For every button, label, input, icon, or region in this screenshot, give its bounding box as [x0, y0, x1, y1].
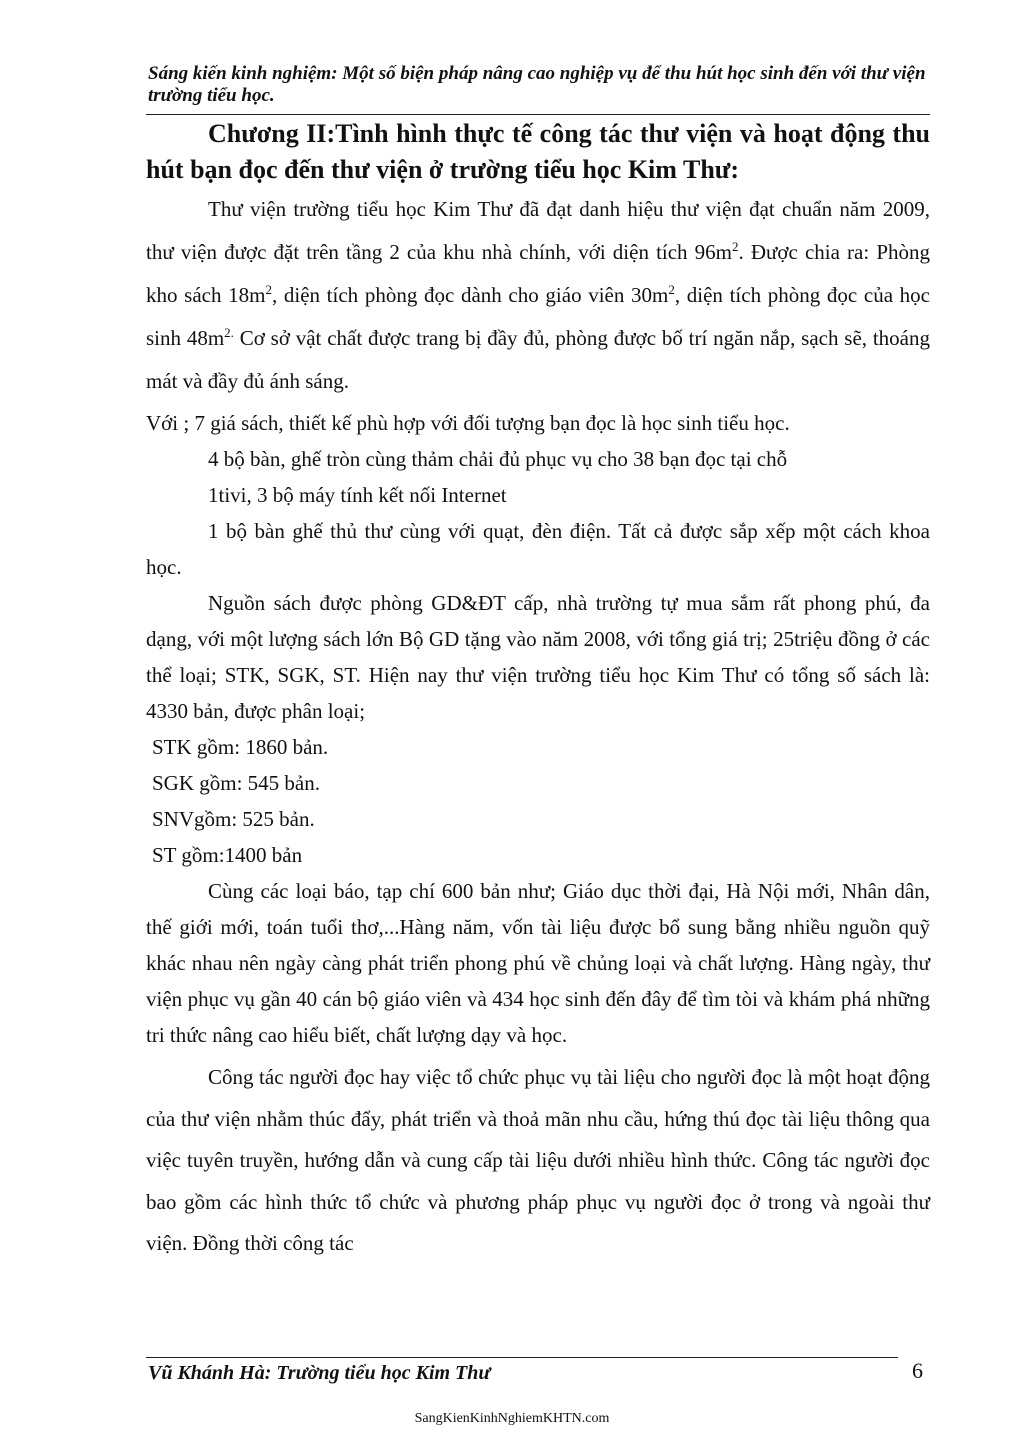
page-content: [146, 116, 930, 1265]
superscript: 2: [732, 239, 739, 254]
book-list-item: SGK gồm: 545 bản.: [152, 771, 320, 795]
sources-paragraph: Nguồn sách được phòng GD&ĐT cấp, nhà trường tự mua sắm rất phong phú, đa dạng, với một lượng sách lớn Bộ GD tặng vào năm 2008, với tổng giá trị; 25triệu đồng ở các thể loại; STK, SGK, ST. Hiện nay thư viện trường tiểu học Kim Thư có tổng số sách là: 4330 bản, được phân loại;: [146, 591, 930, 723]
footer-divider: [146, 1357, 898, 1358]
equipment-line-1: Với ; 7 giá sách, thiết kế phù hợp với đối tượng bạn đọc là học sinh tiểu học.: [146, 411, 790, 435]
intro-text-3: , diện tích phòng đọc dành cho giáo viên 30m: [271, 283, 669, 307]
reader-work-paragraph: Công tác người đọc hay việc tổ chức phục vụ tài liệu cho người đọc là một hoạt động của thư viện nhằm thúc đẩy, phát triển và thoả mãn nhu cầu, hứng thú đọc tài liệu thông qua việc tuyên truyền, hướng dẫn và cung cấp tài liệu dưới nhiều hình thức. Công tác người đọc bao gồm các hình thức tổ chức và phương pháp phục vụ người đọc ở trong và ngoài thư viện. Đồng thời công tác: [146, 1065, 930, 1255]
equipment-line-3: 1tivi, 3 bộ máy tính kết nối Internet: [208, 483, 507, 507]
equipment-line-2: 4 bộ bàn, ghế tròn cùng thảm chải đủ phục vụ cho 38 bạn đọc tại chỗ: [208, 447, 788, 471]
intro-text-2: . Được chia ra: Phòng kho sách 18m: [146, 240, 930, 307]
superscript: 2: [668, 282, 675, 297]
chapter-title: Chương II:Tình hình thực tế công tác thư viện và hoạt động thu hút bạn đọc đến thư viện ở trường tiểu học Kim Thư:: [146, 119, 930, 184]
intro-text-1: Thư viện trường tiểu học Kim Thư đã đạt danh hiệu thư viện đạt chuẩn năm 2009, thư viện được đặt trên tầng 2 của khu nhà chính, với diện tích 96m: [146, 197, 930, 264]
book-list-item: SNVgồm: 525 bản.: [152, 807, 315, 831]
equipment-line-4: 1 bộ bàn ghế thủ thư cùng với quạt, đèn điện. Tất cả được sắp xếp một cách khoa học.: [146, 519, 930, 579]
intro-text-5: Cơ sở vật chất được trang bị đầy đủ, phòng được bố trí ngăn nắp, sạch sẽ, thoáng mát và đầy đủ ánh sáng.: [146, 326, 930, 393]
book-list-item: ST gồm:1400 bản: [152, 843, 303, 867]
intro-paragraph: [146, 188, 930, 403]
watermark-text: SangKienKinhNghiemKHTN.com: [414, 1411, 610, 1426]
intro-text-4: , diện tích phòng đọc của học sinh 48m: [146, 283, 930, 350]
footer-author: Vũ Khánh Hà: Trường tiểu học Kim Thư: [148, 1362, 491, 1384]
book-list-item: STK gồm: 1860 bản.: [152, 735, 329, 759]
header-divider: [146, 114, 930, 115]
page-number: 6: [912, 1358, 923, 1383]
superscript: 2.: [224, 325, 234, 340]
page-header: Sáng kiến kinh nghiệm: Một số biện pháp nâng cao nghiệp vụ để thu hút học sinh đến với thư viện trường tiểu học.: [148, 63, 926, 106]
superscript: 2: [265, 282, 272, 297]
newspapers-paragraph: Cùng các loại báo, tạp chí 600 bản như; Giáo dục thời đại, Hà Nội mới, Nhân dân, thế giới mới, toán tuổi thơ,...Hàng năm, vốn tài liệu được bổ sung bằng nhiều nguồn quỹ khác nhau nên ngày càng phát triển phong phú về chủng loại và chất lượng. Hàng ngày, thư viện phục vụ gần 40 cán bộ giáo viên và 434 học sinh đến đây để tìm tòi và khám phá những tri thức nâng cao hiểu biết, chất lượng dạy và học.: [146, 879, 930, 1047]
